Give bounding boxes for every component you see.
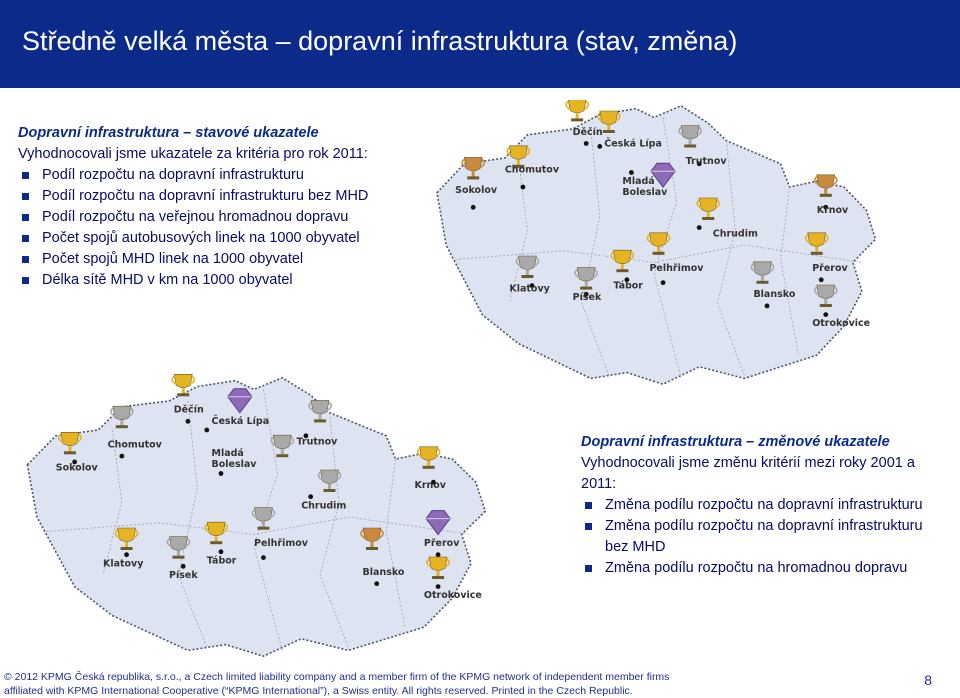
footer-line-2: affiliated with KPMG International Cooperative (“KPMG International”), a Swiss entity. All rights reserved. Printed in the Czech Republic. <box>4 685 633 697</box>
city-label: Trutnov <box>685 155 727 167</box>
city-marker <box>204 428 209 433</box>
city-label: Krnov <box>414 480 447 491</box>
list-item: Podíl rozpočtu na dopravní infrastrukturu bez MHD <box>18 186 418 207</box>
city-label: Klatovy <box>102 558 144 570</box>
city-label: Otrokovice <box>812 318 871 330</box>
map-change-indicators <box>18 372 490 662</box>
city-marker <box>261 555 266 560</box>
city-label: Klatovy <box>509 283 550 295</box>
city-marker <box>219 549 224 554</box>
city-marker <box>374 581 379 586</box>
city-label: Chomutov <box>107 439 162 451</box>
city-marker <box>521 185 526 190</box>
state-list <box>18 165 418 291</box>
city-marker <box>119 454 124 459</box>
list-item: Podíl rozpočtu na veřejnou hromadnou dopravu <box>18 207 418 228</box>
city-label: Pelhřimov <box>254 538 308 549</box>
city-marker <box>181 564 186 569</box>
city-marker <box>219 471 224 476</box>
city-marker <box>436 584 441 589</box>
list-item: Délka sítě MHD v km na 1000 obyvatel <box>18 270 418 291</box>
city-marker <box>823 312 828 317</box>
city-label: Mladá Boleslav <box>622 176 668 199</box>
gold-trophy-icon <box>566 100 588 121</box>
city-label: Česká Lípa <box>604 138 662 150</box>
list-item: Počet spojů MHD linek na 1000 obyvatel <box>18 249 418 270</box>
city-label: Chrudim <box>301 500 347 512</box>
footer-line-1: © 2012 KPMG Česká republika, s.r.o., a Czech limited liability company and a member firm of the KPMG network of independent member firms <box>4 671 670 683</box>
slide-title: Středně velká města – dopravní infrastruktura (stav, změna) <box>22 26 738 56</box>
state-heading: Dopravní infrastruktura – stavové ukazatele <box>18 125 319 141</box>
city-marker <box>308 494 313 499</box>
state-intro: Vyhodnocovali jsme ukazatele za kritéria pro rok 2011: <box>18 146 368 162</box>
list-item: Změna podílu rozpočtu na dopravní infrastrukturu bez MHD <box>581 516 941 558</box>
city-label: Mladá Boleslav <box>211 448 257 471</box>
city-label: Písek <box>169 569 198 581</box>
city-label: Chrudim <box>712 228 758 240</box>
city-marker <box>629 170 634 175</box>
city-label: Sokolov <box>55 462 98 474</box>
list-item: Podíl rozpočtu na dopravní infrastrukturu <box>18 165 418 186</box>
change-list <box>581 495 941 579</box>
city-marker <box>597 144 602 149</box>
city-marker <box>584 141 589 146</box>
city-label: Tábor <box>613 280 644 292</box>
city-label: Blansko <box>362 567 405 578</box>
city-label: Děčín <box>173 404 204 416</box>
city-label: Chomutov <box>504 164 560 176</box>
change-heading: Dopravní infrastruktura – změnové ukazatele <box>581 434 890 450</box>
city-marker <box>697 225 702 230</box>
city-marker <box>124 552 129 557</box>
city-marker <box>436 552 441 557</box>
city-label: Písek <box>572 292 602 304</box>
city-label: Česká Lípa <box>211 416 270 428</box>
city-label: Pelhřimov <box>649 263 704 275</box>
city-label: Přerov <box>423 538 460 549</box>
map-state-indicators <box>428 100 880 390</box>
city-label: Tábor <box>206 555 237 567</box>
city-marker <box>471 205 476 210</box>
city-marker <box>819 277 824 282</box>
footer <box>4 670 824 698</box>
change-intro: Vyhodnocovali jsme změnu kritérií mezi roky 2001 a 2011: <box>581 455 915 492</box>
change-indicators-block <box>581 432 941 579</box>
list-item: Změna podílu rozpočtu na hromadnou dopravu <box>581 558 941 579</box>
list-item: Počet spojů autobusových linek na 1000 obyvatel <box>18 228 418 249</box>
city-label: Krnov <box>816 205 849 217</box>
city-label: Blansko <box>753 289 796 301</box>
list-item: Změna podílu rozpočtu na dopravní infrastrukturu <box>581 495 941 516</box>
city-marker <box>765 304 770 309</box>
city-marker <box>186 419 191 424</box>
city-label: Děčín <box>572 126 603 138</box>
city-label: Otrokovice <box>423 590 482 602</box>
state-indicators-block <box>18 123 418 291</box>
page-number: 8 <box>924 672 932 688</box>
title-bar <box>0 0 960 88</box>
city-label: Trutnov <box>296 436 338 448</box>
city-marker <box>661 280 666 285</box>
city-label: Sokolov <box>455 184 498 196</box>
city-label: Přerov <box>812 263 848 275</box>
